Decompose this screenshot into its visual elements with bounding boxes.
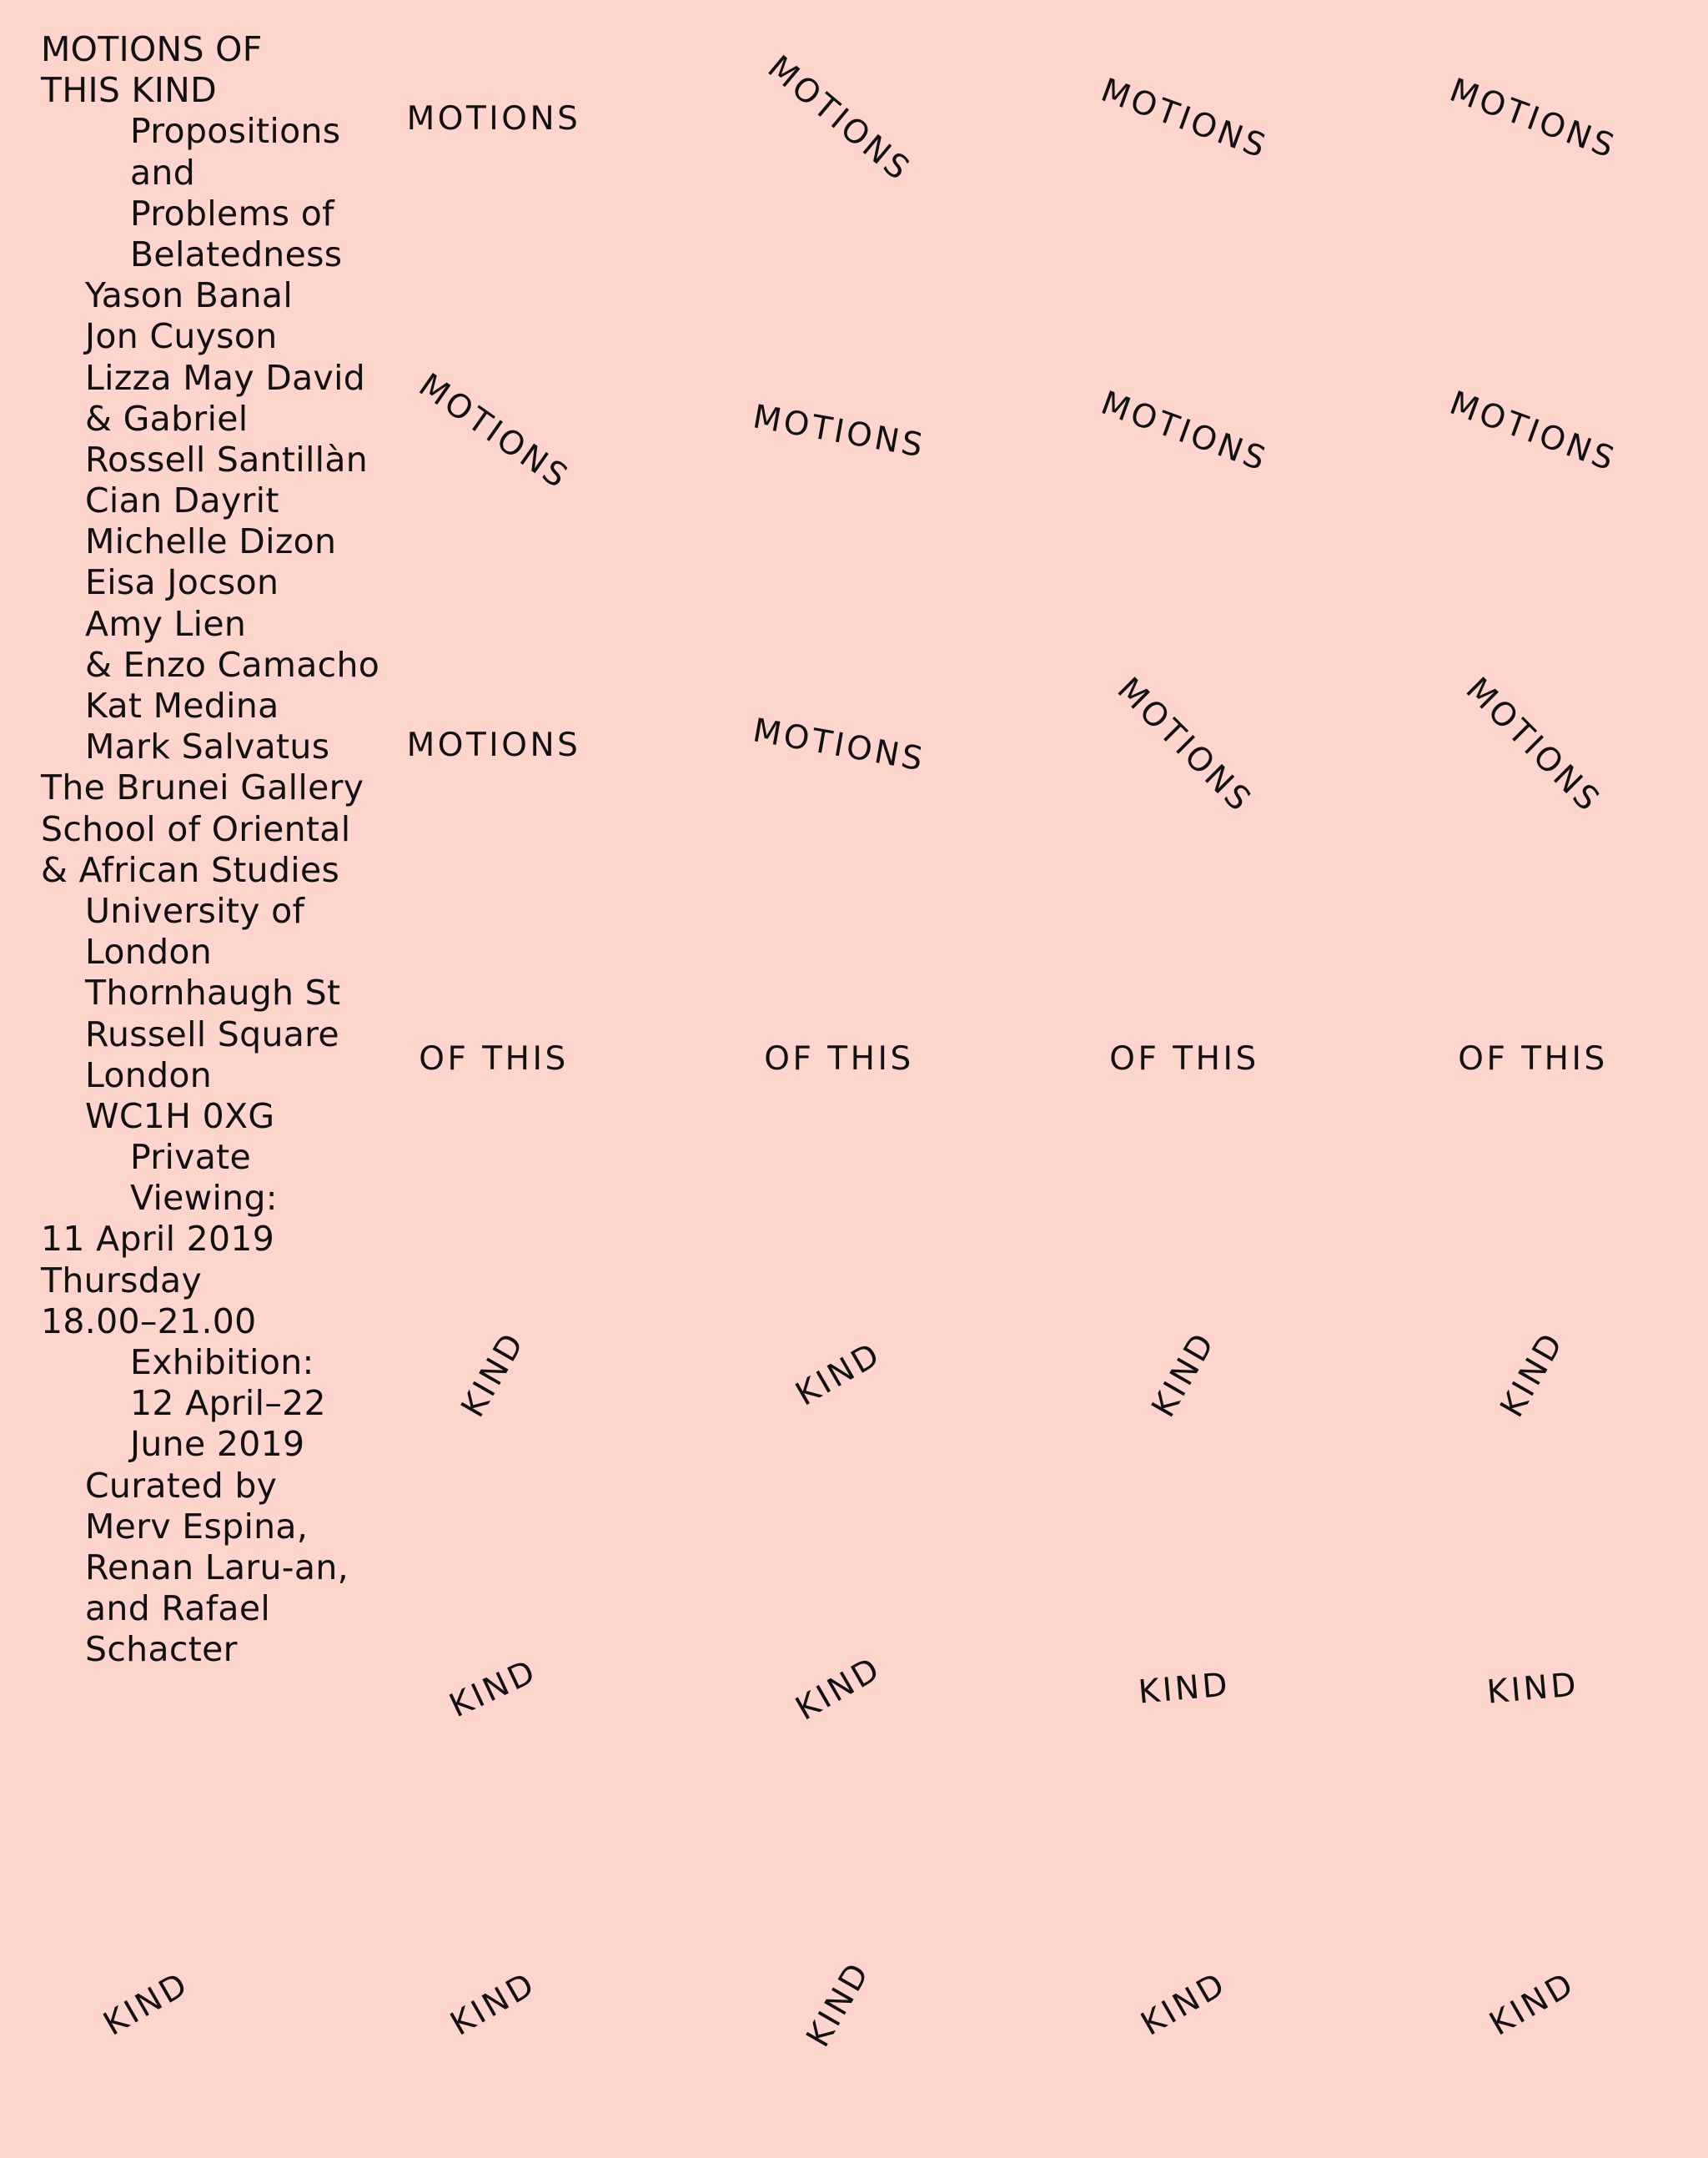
- info-line: London: [85, 932, 213, 973]
- info-line: Russell Square: [85, 1014, 339, 1054]
- info-line: Mark Salvatus: [85, 727, 330, 767]
- grid-word-kind: KIND: [1144, 1325, 1223, 1424]
- info-line: & African Studies: [41, 849, 340, 890]
- info-line: & Enzo Camacho: [85, 644, 380, 685]
- info-line: Cian Dayrit: [85, 480, 279, 521]
- grid-word-kind: KIND: [799, 1954, 878, 2054]
- grid-word-motions: MOTIONS: [406, 100, 581, 138]
- grid-word-motions: MOTIONS: [406, 727, 581, 764]
- info-line: Private: [130, 1137, 252, 1178]
- info-line: Eisa Jocson: [85, 562, 279, 603]
- info-line: Renan Laru-an,: [85, 1547, 349, 1587]
- grid-word-motions: MOTIONS: [760, 48, 918, 189]
- grid-word-motions: MOTIONS: [411, 366, 576, 497]
- info-line: London: [85, 1054, 213, 1095]
- grid-word-motions: MOTIONS: [1096, 384, 1273, 480]
- info-line: University of: [85, 890, 305, 931]
- info-line: Merv Espina,: [85, 1506, 309, 1547]
- grid-word-kind: KIND: [789, 1335, 888, 1414]
- grid-word-motions: MOTIONS: [1096, 71, 1273, 167]
- grid-word-of-this: OF THIS: [1109, 1040, 1259, 1078]
- info-line: MOTIONS OF: [41, 29, 263, 69]
- grid-word-motions: MOTIONS: [1458, 670, 1609, 821]
- grid-word-kind: KIND: [444, 1964, 543, 2044]
- grid-word-kind: KIND: [1485, 1666, 1580, 1712]
- info-line: 11 April 2019: [41, 1219, 275, 1260]
- info-line: Thornhaugh St: [85, 973, 341, 1014]
- info-line: Exhibition:: [130, 1342, 314, 1382]
- grid-word-kind: KIND: [1493, 1325, 1572, 1424]
- info-line: Belatedness: [130, 234, 343, 274]
- grid-word-of-this: OF THIS: [1458, 1040, 1608, 1078]
- info-line: 18.00–21.00: [41, 1300, 257, 1341]
- grid-word-kind: KIND: [1483, 1964, 1582, 2044]
- info-line: Kat Medina: [85, 686, 279, 726]
- info-line: Amy Lien: [85, 603, 247, 644]
- grid-word-kind: KIND: [1134, 1964, 1233, 2044]
- info-line: The Brunei Gallery: [41, 767, 364, 808]
- grid-word-motions: MOTIONS: [750, 712, 928, 779]
- grid-word-motions: MOTIONS: [1109, 670, 1260, 821]
- info-line: Lizza May David: [85, 357, 366, 398]
- info-line: & Gabriel: [85, 398, 249, 439]
- info-line: Viewing:: [130, 1178, 278, 1219]
- info-line: THIS KIND: [41, 70, 217, 111]
- grid-word-motions: MOTIONS: [750, 398, 928, 465]
- grid-word-kind: KIND: [1137, 1666, 1232, 1712]
- info-line: Curated by: [85, 1465, 278, 1506]
- grid-word-kind: KIND: [454, 1325, 533, 1424]
- info-line: Schacter: [85, 1629, 238, 1670]
- grid-word-of-this: OF THIS: [764, 1040, 914, 1078]
- grid-word-kind: KIND: [97, 1964, 196, 2044]
- info-line: June 2019: [130, 1424, 305, 1465]
- info-line: Michelle Dizon: [85, 521, 337, 562]
- grid-word-of-this: OF THIS: [419, 1040, 569, 1078]
- info-line: Rossell Santillàn: [85, 439, 369, 480]
- info-line: Thursday: [41, 1260, 203, 1300]
- grid-word-motions: MOTIONS: [1444, 71, 1621, 167]
- grid-word-motions: MOTIONS: [1444, 384, 1621, 480]
- info-line: and Rafael: [85, 1588, 271, 1629]
- info-line: Problems of: [130, 193, 334, 234]
- info-line: WC1H 0XG: [85, 1095, 275, 1136]
- info-line: Yason Banal: [85, 275, 294, 316]
- info-line: Propositions: [130, 111, 341, 152]
- info-line: 12 April–22: [130, 1383, 326, 1424]
- grid-word-kind: KIND: [789, 1649, 888, 1728]
- info-line: School of Oriental: [41, 808, 351, 849]
- info-line: and: [130, 152, 196, 193]
- grid-word-kind: KIND: [444, 1652, 544, 1726]
- info-line: Jon Cuyson: [85, 316, 278, 357]
